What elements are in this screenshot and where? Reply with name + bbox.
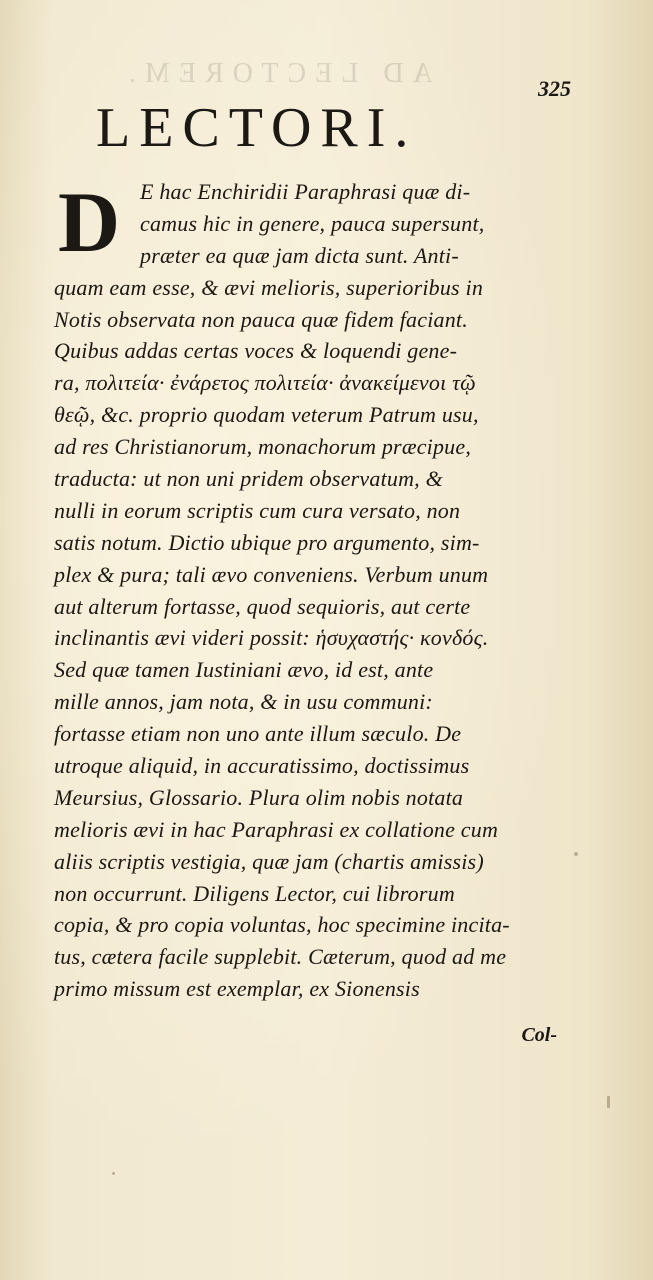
paper-speck xyxy=(607,1096,610,1108)
text-line: Sed quæ tamen Iustiniani ævo, id est, ante xyxy=(54,657,434,683)
text-line: θεῷ, &c. proprio quodam veterum Patrum usu, xyxy=(54,402,479,428)
text-line: inclinantis ævi videri possit: ἡσυχαστής· κονδός. xyxy=(54,625,489,651)
body-text xyxy=(54,176,574,1005)
text-line: quam eam esse, & ævi melioris, superioribus in xyxy=(54,274,484,300)
text-line: aliis scriptis vestigia, quæ jam (chartis amissis) xyxy=(54,848,484,874)
text-line: ad res Christianorum, monachorum præcipue, xyxy=(54,434,472,460)
bleed-through-margin xyxy=(633,40,647,340)
text-line: nulli in eorum scriptis cum cura versato, non xyxy=(54,497,461,523)
text-line: camus hic in genere, pauca supersunt, xyxy=(140,210,485,236)
text-line: mille annos, jam nota, & in usu communi: xyxy=(54,689,433,715)
page-heading: LECTORI. xyxy=(96,97,418,159)
page-number: 325 xyxy=(538,76,571,101)
text-line: utroque aliquid, in accuratissimo, doctissimus xyxy=(54,753,470,779)
text-line: tus, cætera facile supplebit. Cæterum, quod ad me xyxy=(54,944,507,970)
text-line: Notis observata non pauca quæ fidem faciant. xyxy=(54,306,468,332)
text-line: Meursius, Glossario. Plura olim nobis notata xyxy=(54,784,464,810)
text-line: E hac Enchiridii Paraphrasi quæ di- xyxy=(140,179,471,204)
text-line: plex & pura; tali ævo conveniens. Verbum unum xyxy=(54,561,489,587)
text-line: non occurrunt. Diligens Lector, cui librorum xyxy=(54,880,455,906)
text-lines xyxy=(54,176,574,1005)
bleed-through-text: AD LECTOREM. xyxy=(120,58,433,89)
text-line: satis notum. Dictio ubique pro argumento, sim- xyxy=(54,529,480,555)
catchword: Col- xyxy=(521,1024,557,1046)
drop-cap: D xyxy=(58,174,121,270)
text-line: Quibus addas certas voces & loquendi gene- xyxy=(54,338,458,364)
text-line: traducta: ut non uni pridem observatum, & xyxy=(54,466,443,492)
text-line: aut alterum fortasse, quod sequioris, aut certe xyxy=(54,593,471,619)
text-line: melioris ævi in hac Paraphrasi ex collatione cum xyxy=(54,816,499,842)
text-line: fortasse etiam non uno ante illum sæculo. De xyxy=(54,721,462,747)
text-line: copia, & pro copia voluntas, hoc specimine incita- xyxy=(54,912,510,938)
text-line: præter ea quæ jam dicta sunt. Anti- xyxy=(140,242,459,268)
paper-speck xyxy=(574,852,578,856)
text-line: primo missum est exemplar, ex Sionensis xyxy=(54,976,420,1002)
text-line: ra, πολιτεία· ἐνάρετος πολιτεία· ἀνακείμενοι τῷ xyxy=(54,370,476,396)
paper-speck xyxy=(112,1172,115,1175)
